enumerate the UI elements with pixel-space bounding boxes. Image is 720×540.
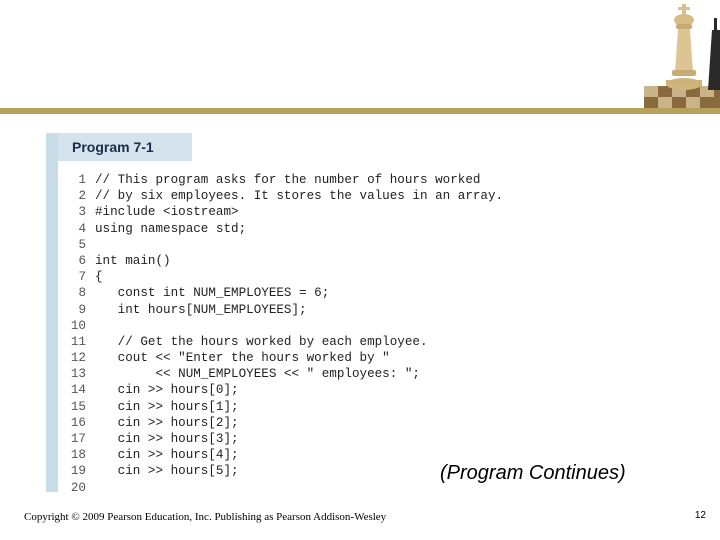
code-line xyxy=(58,302,503,318)
code-line xyxy=(58,399,503,415)
code-line xyxy=(58,480,503,496)
code-text: cin >> hours[1]; xyxy=(95,399,239,414)
code-text: { xyxy=(95,270,103,285)
code-line xyxy=(58,237,503,253)
code-line xyxy=(58,172,503,188)
line-number: 12 xyxy=(70,351,86,366)
copyright-footer: Copyright © 2009 Pearson Education, Inc. Publishing as Pearson Addison-Wesley xyxy=(24,511,387,523)
line-number: 2 xyxy=(78,189,86,204)
code-line xyxy=(58,188,503,204)
code-panel-bar xyxy=(46,133,58,492)
code-text: cin >> hours[2]; xyxy=(95,415,239,430)
code-text: int hours[NUM_EMPLOYEES]; xyxy=(95,302,307,317)
line-number: 18 xyxy=(70,448,86,463)
line-number: 13 xyxy=(70,367,86,382)
code-text: cin >> hours[4]; xyxy=(95,448,239,463)
line-number: 14 xyxy=(70,383,86,398)
code-line xyxy=(58,431,503,447)
code-line xyxy=(58,350,503,366)
chess-pieces-icon xyxy=(640,0,720,110)
code-line xyxy=(58,204,503,220)
line-number: 11 xyxy=(70,334,86,349)
line-number: 15 xyxy=(70,399,86,414)
code-text: const int NUM_EMPLOYEES = 6; xyxy=(95,286,330,301)
code-listing xyxy=(58,172,503,496)
program-continues-note: (Program Continues) xyxy=(440,462,626,484)
line-number: 7 xyxy=(78,270,86,285)
line-number: 1 xyxy=(78,173,86,187)
code-text: cin >> hours[3]; xyxy=(95,432,239,446)
code-text: // Get the hours worked by each employee. xyxy=(95,334,428,349)
line-number: 5 xyxy=(78,237,86,252)
line-number: 9 xyxy=(78,302,86,317)
code-line xyxy=(58,415,503,431)
line-number: 17 xyxy=(70,432,86,446)
program-title: Program 7-1 xyxy=(58,133,192,161)
code-text: int main() xyxy=(95,253,171,268)
code-line xyxy=(58,221,503,237)
code-line xyxy=(58,253,503,269)
line-number: 3 xyxy=(78,205,86,220)
code-line xyxy=(58,366,503,382)
code-line xyxy=(58,382,503,398)
code-text: using namespace std; xyxy=(95,221,247,236)
line-number: 8 xyxy=(78,286,86,301)
code-line xyxy=(58,334,503,350)
page-number: 12 xyxy=(694,510,706,521)
code-text: cin >> hours[5]; xyxy=(95,464,239,479)
line-number: 10 xyxy=(70,318,86,333)
header-divider xyxy=(0,108,720,114)
code-text: // This program asks for the number of hours worked xyxy=(95,173,481,187)
code-line xyxy=(58,463,503,479)
code-text: #include <iostream> xyxy=(95,205,239,220)
line-number: 20 xyxy=(70,480,86,495)
code-line xyxy=(58,269,503,285)
code-line xyxy=(58,285,503,301)
line-number: 6 xyxy=(78,253,86,268)
code-line xyxy=(58,447,503,463)
code-line xyxy=(58,318,503,334)
line-number: 16 xyxy=(70,415,86,430)
code-text: cout << "Enter the hours worked by " xyxy=(95,351,390,366)
line-number: 19 xyxy=(70,464,86,479)
line-number: 4 xyxy=(78,221,86,236)
code-text: cin >> hours[0]; xyxy=(95,383,239,398)
code-text: // by six employees. It stores the values in an array. xyxy=(95,189,504,204)
code-text: << NUM_EMPLOYEES << " employees: "; xyxy=(95,367,420,382)
